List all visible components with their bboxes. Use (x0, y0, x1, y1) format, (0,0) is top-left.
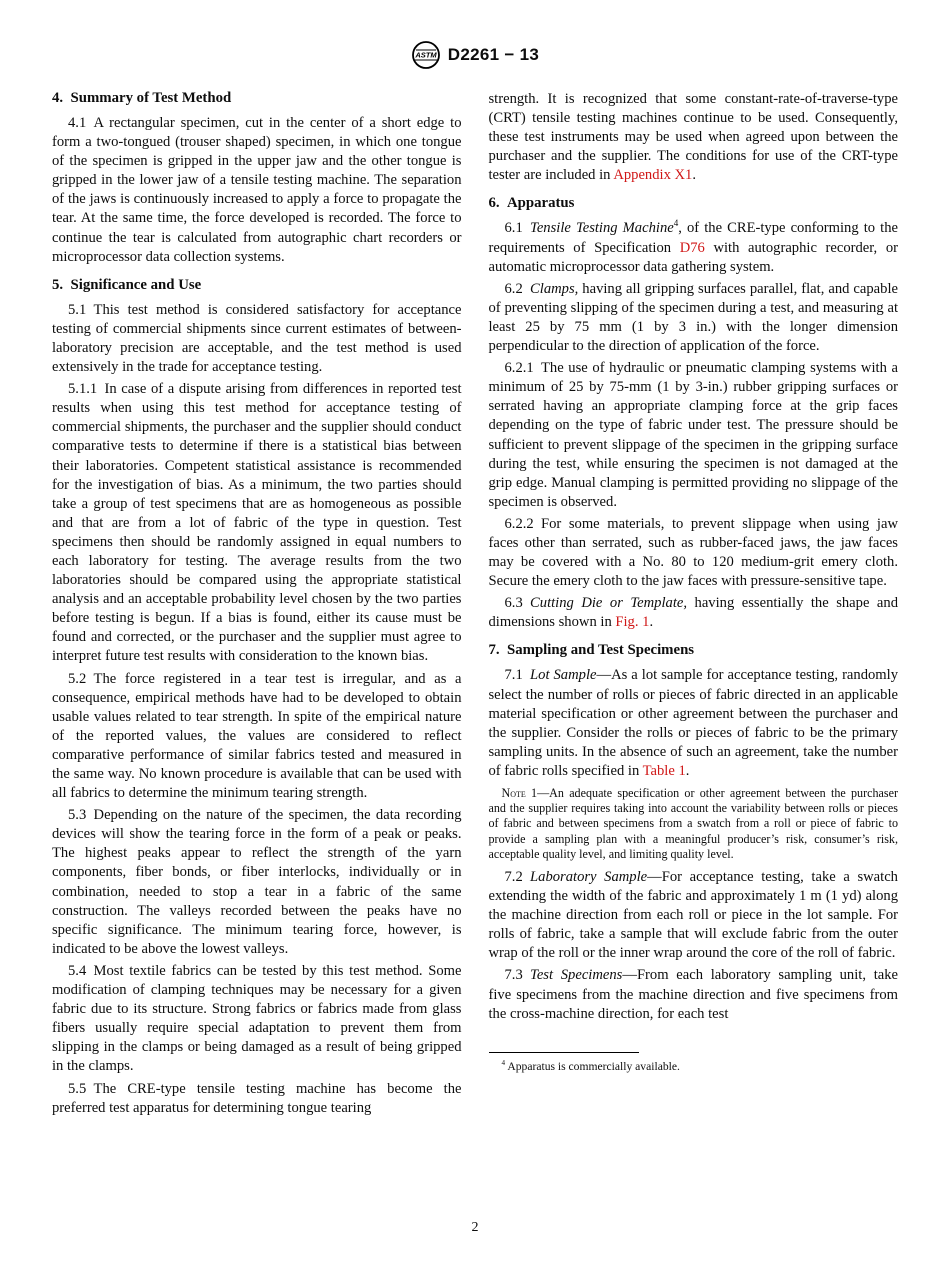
italic-term: Clamps, (530, 280, 579, 297)
body-paragraph (489, 359, 899, 512)
cross-reference-link[interactable]: Fig. 1 (615, 614, 650, 631)
text-run: 7.1 (504, 667, 531, 684)
text-run: An adequate specification or other agreement between the purchaser and the supplier requires taking into account the variability between rolls or pieces of fabric and between specimens from a swatch from a roll or piece of fabric to provide a sampling plan with a meaningful producer’s risk, consumer’s risk, acceptable quality level, and limiting quality level. (488, 786, 898, 861)
section-heading: 5. Significance and Use (52, 276, 202, 293)
footnote-marker: 4 (501, 1058, 506, 1067)
italic-term: Laboratory Sample (530, 869, 648, 886)
page-number: 2 (471, 1220, 479, 1235)
body-paragraph (52, 806, 462, 959)
note-paragraph (489, 786, 899, 862)
body-paragraph (489, 515, 899, 591)
footnote-marker: 4 (673, 218, 679, 229)
body-paragraph (52, 670, 462, 804)
text-run: Apparatus is commercially available. (505, 1059, 680, 1073)
note-label: Note 1— (501, 786, 550, 800)
body-paragraph (52, 962, 462, 1077)
text-run: —As a lot sample for acceptance testing, randomly select the number of rolls or pieces of fabric directed in an applicable material specification or other agreement between the purchaser and the supplier. Consider the rolls or pieces of fabric to be the primary sampling units. In the absence of such an agreement, take the number of fabric rolls specified in (488, 667, 899, 779)
text-run: 7.2 (504, 869, 531, 886)
body-paragraph (489, 280, 899, 356)
cross-reference-link[interactable]: Table 1 (642, 762, 686, 779)
body-paragraph (52, 1080, 462, 1118)
text-run: . (685, 762, 690, 779)
text-run: having all gripping surfaces parallel, flat, and capable of preventing slipping of the specimen during a test, and measuring at least 25 by 75 mm (1 by 3 in.) with the longer dimension perpendicular to the direction of application of the force. (488, 280, 898, 355)
body-paragraph (489, 219, 899, 276)
text-run: 6.2.1 The use of hydraulic or pneumatic clamping systems with a minimum of 25 by 75-mm (1 by 3-in.) rubber gripping surfaces or serrated having an appropriate clamping force at the grip faces depending on the type of fabric under test. The pressure should be sufficient to prevent slippage of the specimen in the gripping surface during the test, while ensuring the specimen is not damaged at the grip edge. Manual clamping is permitted providing no slippage of the specimen is observed. (488, 360, 898, 510)
body-paragraph (489, 868, 899, 963)
cross-reference-link[interactable]: Appendix X1 (613, 167, 693, 184)
footnote-text (489, 1060, 899, 1075)
svg-text:ASTM: ASTM (415, 50, 437, 60)
section-heading: 7. Sampling and Test Specimens (488, 642, 695, 659)
body-paragraph (489, 594, 899, 632)
text-run: 5.4 Most textile fabrics can be tested by this test method. Some modification of clamping techniques may be necessary for a given fabric due to its structure. Strong fabrics or fabrics made from glass fibers usually require special adaptation to prevent them from slipping in the clamps or being damaged as a result of being gripped in the clamps. (52, 962, 462, 1075)
italic-term: Tensile Testing Machine (530, 220, 674, 237)
text-run: 5.3 Depending on the nature of the specimen, the data recording devices will show the tearing force in the form of a peak or peaks. The highest peaks appear to reflect the strength of the yarn components, fiber bonds, or fiber interlocks, individually or in combination, needed to stop a tear in a fabric of the same construction. The valleys recorded between the peaks have no specific significance. The minimum tearing force, however, is indicated to be above the lowest valleys. (52, 807, 462, 957)
text-run: 6.1 (504, 220, 531, 237)
cross-reference-link[interactable]: D76 (679, 239, 705, 256)
text-run: —From each laboratory sampling unit, take five specimens from the machine direction and five specimens from the cross-machine direction, for each test (488, 967, 898, 1022)
two-column-layout (52, 90, 898, 1121)
text-run: 7.3 (504, 967, 531, 984)
astm-logo-icon (411, 40, 441, 70)
text-run: . (692, 167, 697, 184)
footnote-rule (489, 1052, 639, 1053)
text-run: strength. It is recognized that some constant-rate-of-traverse-type (CRT) tensile testing machines continue to be used. Consequently, these test instruments may be used when agreed upon between the purchaser and the supplier. The conditions for use of the CRT-type tester are included in (488, 91, 898, 184)
body-paragraph (489, 90, 899, 185)
right-column (489, 90, 899, 1074)
text-run: with autographic recorder, or automatic microprocessor data gathering system. (488, 239, 898, 275)
text-run: 4.1 A rectangular specimen, cut in the center of a short edge to form a two-tongued (trouser shaped) specimen, in which one tongue of the specimen is gripped in the upper jaw and the other tongue is gripped in the lower jaw of a tensile testing machine. The separation of the jaws is continuously increased to apply a force to propagate the tear. At the same time, the force developed is recorded. The force to continue the tear is calculated from autographic chart recorders or microprocessor data collection systems. (52, 115, 462, 265)
left-column (52, 90, 462, 1121)
section-heading: 6. Apparatus (488, 195, 575, 212)
section-heading: 4. Summary of Test Method (52, 90, 232, 106)
text-run: 5.2 The force registered in a tear test is irregular, and as a consequence, empirical methods have had to be developed to obtain usable values related to tear strength. In spite of the empirical nature of the reported values, the values are considered to reflect comparative performance of similar fabrics tested and measured in the same way. No known procedure is available that can be used with all fabrics to determine the minimum tearing strength. (52, 670, 462, 802)
text-run: 6.2 (504, 280, 531, 297)
body-paragraph (52, 114, 462, 267)
body-paragraph (52, 301, 462, 377)
text-run: 5.5 The CRE-type tensile testing machine has become the preferred test apparatus for determining tongue tearing (52, 1080, 462, 1116)
text-run: 6.3 (504, 595, 531, 612)
text-run: , of the CRE-type conforming to the requirements of Specification (488, 220, 898, 256)
text-run: . (649, 614, 654, 631)
body-paragraph (489, 666, 899, 781)
text-run: having essentially the shape and dimensions shown in (488, 595, 899, 631)
body-paragraph (52, 380, 462, 666)
italic-term: Cutting Die or Template, (530, 595, 688, 612)
italic-term: Lot Sample (530, 667, 597, 684)
italic-term: Test Specimens (530, 967, 623, 984)
text-run: 6.2.2 For some materials, to prevent slippage when using jaw faces other than serrated, such as rubber-faced jaws, the jaw faces may be covered with a No. 80 to 120 medium-grit emery cloth. Secure the emery cloth to the jaw faces with pressure-sensitive tape. (488, 515, 898, 590)
body-paragraph (489, 966, 899, 1023)
text-run: 5.1 This test method is considered satisfactory for acceptance testing of commercial shipments since current estimates of between-laboratory precision are acceptable, and the test method is used extensively in the trade for acceptance testing. (52, 301, 462, 376)
document-code: D2261 − 13 (447, 45, 540, 64)
page-header (52, 40, 898, 70)
text-run: 5.1.1 In case of a dispute arising from differences in reported test results when using this test method for acceptance testing of commercial shipments, the purchaser and the supplier should conduct comparative tests to determine if there is a statistical bias between their laboratories. Competent statistical assistance is recommended for the investigation of bias. As a minimum, the two parties should take a group of test specimens that are as homogeneous as possible and that are from a lot of fabric of the type in question. Test specimens then should be randomly assigned in equal numbers to each laboratory for testing. The average results from the two laboratories should be compared using the appropriate statistical analysis and an acceptable probability level chosen by the two parties before testing is begun. If a bias is found, either its cause must be found and corrected, or the purchaser and the supplier must agree to interpret future test results with consideration to the known bias. (52, 381, 462, 665)
text-run: —For acceptance testing, take a swatch extending the width of the fabric and approximately 1 m (1 yd) along the machine direction from each roll or piece in the lot sample. For rolls of fabric, take a sample that will exclude fabric from the outer wrap of the roll or the inner wrap around the core of the roll of fabric. (488, 869, 898, 962)
